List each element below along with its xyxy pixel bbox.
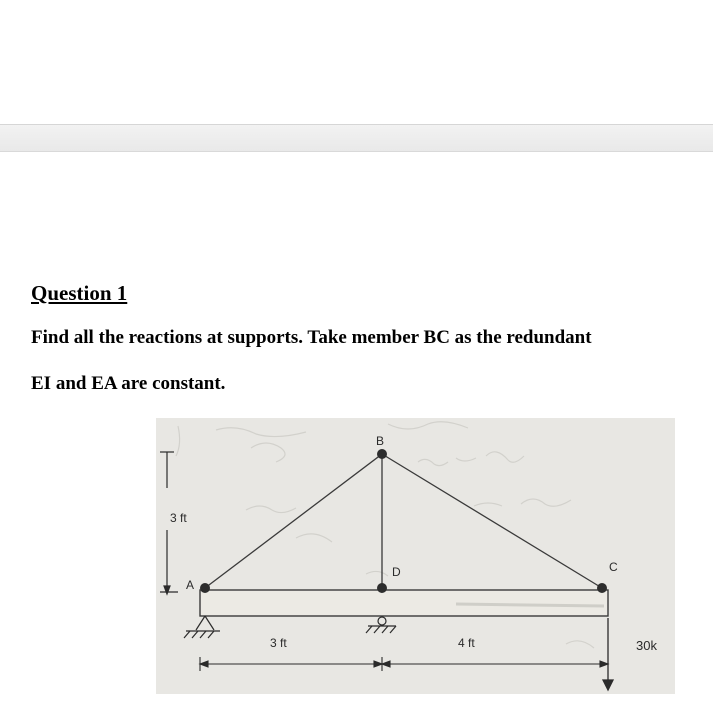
label-b: B [376,434,385,448]
span-left-label: 3 ft [270,636,287,650]
joint-b [377,449,387,459]
question-note: EI and EA are constant. [31,373,226,394]
joint-a [200,583,210,593]
joint-d [377,583,387,593]
question-instruction: Find all the reactions at supports. Take member BC as the redundant [31,327,592,348]
label-a: A [186,578,195,592]
height-label: 3 ft [170,511,187,525]
problem-figure-photo [156,418,675,694]
question-heading: Question 1 [31,281,128,305]
label-c: C [609,560,618,574]
top-toolbar-strip [0,124,713,152]
label-d: D [392,565,401,579]
load-label: 30k [636,638,657,653]
joint-c [597,583,607,593]
beam [200,590,608,616]
span-right-label: 4 ft [458,636,475,650]
